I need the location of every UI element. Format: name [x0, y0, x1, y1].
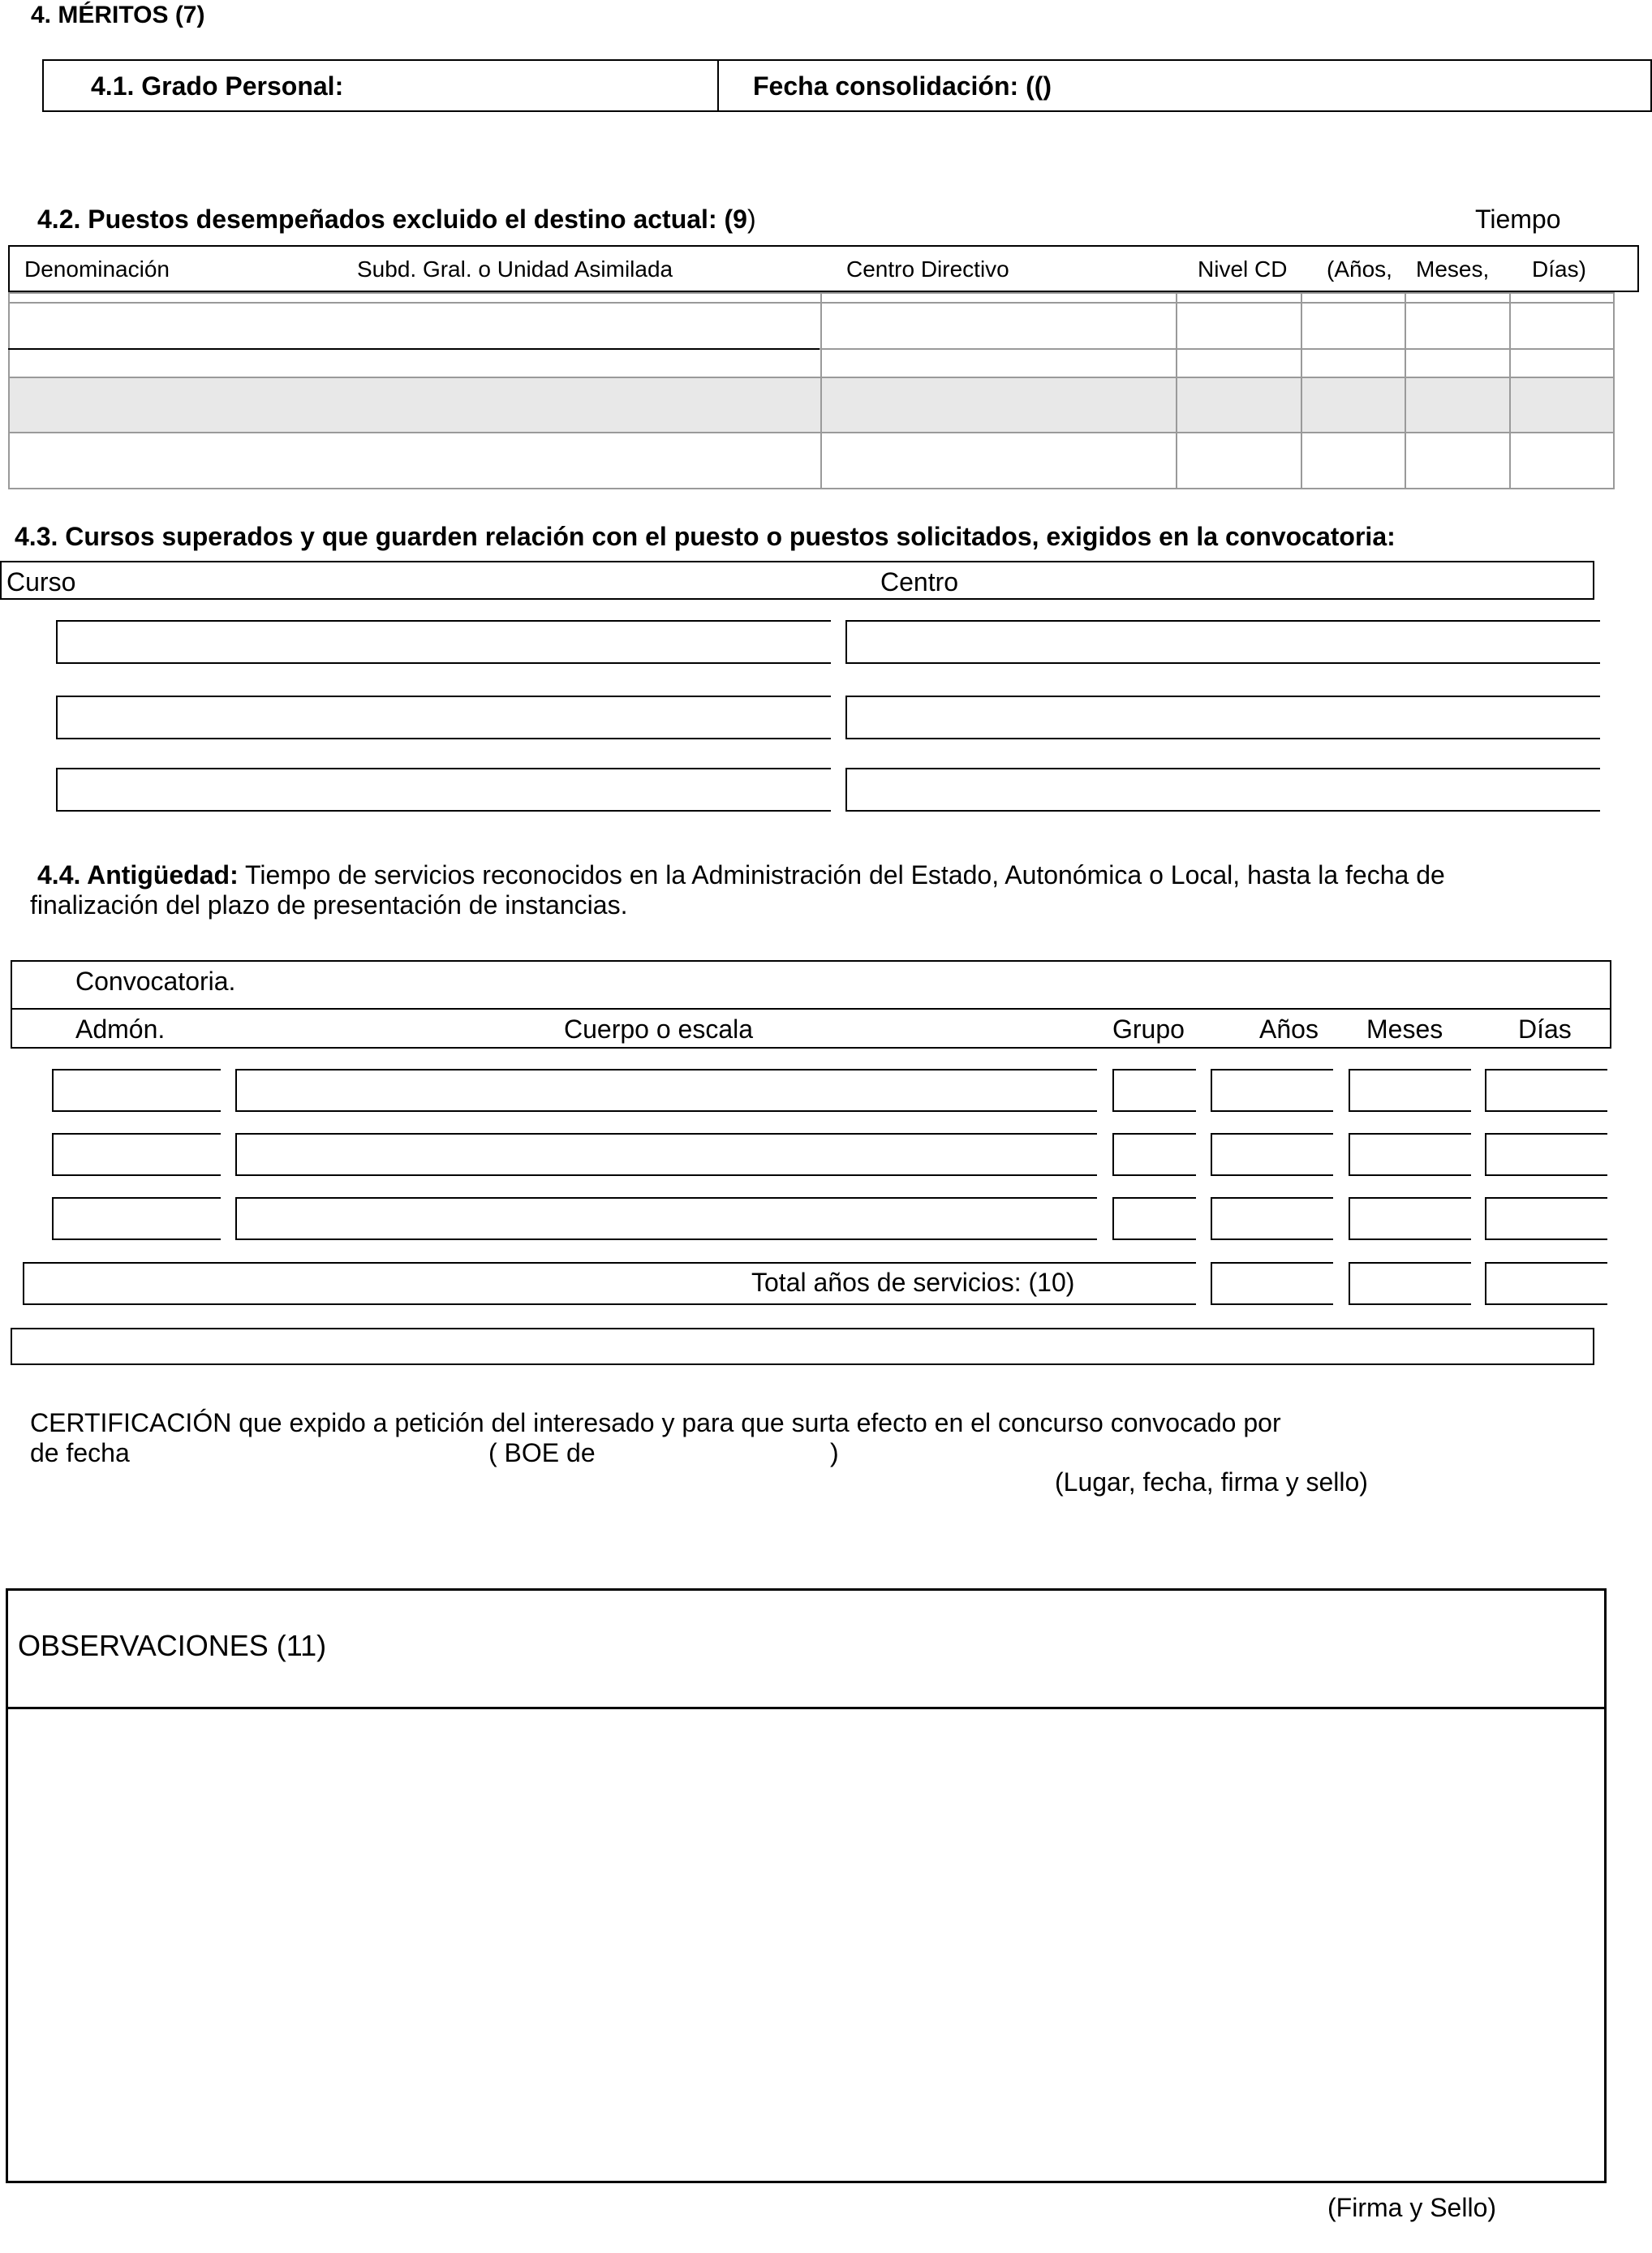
centro-input[interactable]	[845, 620, 1600, 664]
grid-vline	[820, 292, 822, 489]
observaciones-textarea[interactable]	[8, 1709, 1604, 2181]
grupo-input[interactable]	[1112, 1133, 1196, 1176]
section-title-meritos: 4. MÉRITOS (7)	[31, 2, 205, 28]
grid-hline	[8, 432, 1615, 433]
grid-vline	[1405, 292, 1406, 489]
admon-input[interactable]	[52, 1133, 221, 1176]
dias-input[interactable]	[1485, 1069, 1607, 1112]
centro-input[interactable]	[845, 768, 1600, 812]
header-grupo: Grupo	[1112, 1014, 1185, 1044]
total-anos-input[interactable]	[1211, 1262, 1333, 1305]
meses-input[interactable]	[1349, 1069, 1471, 1112]
convocatoria-label: Convocatoria.	[75, 967, 236, 996]
de-fecha-label: de fecha	[30, 1438, 130, 1467]
cuerpo-escala-input[interactable]	[235, 1133, 1097, 1176]
antiguedad-title: 4.4. Antigüedad: Tiempo de servicios reconocidos en la Administración del Estado, Autonómica o Local, hasta la fecha de	[37, 860, 1445, 890]
puestos-grid-frame	[8, 292, 1615, 489]
lugar-fecha-firma-label: (Lugar, fecha, firma y sello)	[1055, 1467, 1368, 1497]
fecha-consolidacion-label: Fecha consolidación: (()	[753, 71, 1052, 101]
antiguedad-title-line2: finalización del plazo de presentación de instancias.	[30, 890, 628, 920]
boe-close: )	[830, 1438, 839, 1467]
puestos-header-row	[8, 245, 1639, 292]
total-servicios-label: Total años de servicios: (10)	[751, 1268, 1075, 1297]
centro-input[interactable]	[845, 696, 1600, 739]
admon-input[interactable]	[52, 1197, 221, 1240]
cuerpo-escala-input[interactable]	[235, 1069, 1097, 1112]
header-meses: Meses,	[1416, 256, 1490, 282]
curso-input[interactable]	[56, 620, 831, 664]
header-centro: Centro	[880, 567, 959, 597]
antiguedad-header-divider	[11, 1008, 1611, 1010]
curso-input[interactable]	[56, 768, 831, 812]
total-dias-input[interactable]	[1485, 1262, 1607, 1305]
header-admon: Admón.	[75, 1014, 166, 1044]
grid-hline	[8, 302, 1615, 304]
header-denominacion: Denominación	[24, 256, 170, 282]
curso-input[interactable]	[56, 696, 831, 739]
header-centro-directivo: Centro Directivo	[846, 256, 1009, 282]
puestos-title: 4.2. Puestos desempeñados excluido el destino actual: (9)	[37, 205, 756, 234]
certificacion-text: CERTIFICACIÓN que expido a petición del interesado y para que surta efecto en el concurso convocado por	[30, 1408, 1281, 1437]
header-anos: Años	[1259, 1014, 1319, 1044]
grid-hline	[8, 348, 820, 350]
cursos-header-row	[0, 561, 1594, 600]
grid-vline	[1176, 292, 1177, 489]
header-anos: (Años,	[1327, 256, 1392, 282]
header-nivel-cd: Nivel CD	[1198, 256, 1288, 282]
dias-input[interactable]	[1485, 1133, 1607, 1176]
header-dias: Días)	[1532, 256, 1586, 282]
total-meses-input[interactable]	[1349, 1262, 1471, 1305]
tiempo-label: Tiempo	[1475, 205, 1561, 234]
blank-field[interactable]	[11, 1328, 1594, 1365]
grupo-input[interactable]	[1112, 1197, 1196, 1240]
admon-input[interactable]	[52, 1069, 221, 1112]
cuerpo-escala-input[interactable]	[235, 1197, 1097, 1240]
header-dias: Días	[1518, 1014, 1572, 1044]
firma-sello-label: (Firma y Sello)	[1327, 2193, 1497, 2222]
grid-hline	[8, 377, 1615, 378]
grado-personal-label: 4.1. Grado Personal:	[91, 71, 344, 101]
header-subd-gral: Subd. Gral. o Unidad Asimilada	[357, 256, 673, 282]
cursos-title: 4.3. Cursos superados y que guarden relación con el puesto o puestos solicitados, exigidos en la convocatoria:	[15, 522, 1396, 551]
anos-input[interactable]	[1211, 1133, 1333, 1176]
grid-vline	[1509, 292, 1511, 489]
anos-input[interactable]	[1211, 1069, 1333, 1112]
dias-input[interactable]	[1485, 1197, 1607, 1240]
grupo-input[interactable]	[1112, 1069, 1196, 1112]
meses-input[interactable]	[1349, 1197, 1471, 1240]
observaciones-title: OBSERVACIONES (11)	[18, 1629, 327, 1662]
anos-input[interactable]	[1211, 1197, 1333, 1240]
grid-hline	[820, 348, 1615, 350]
grid-vline	[1301, 292, 1302, 489]
meses-input[interactable]	[1349, 1133, 1471, 1176]
boe-label: ( BOE de	[488, 1438, 596, 1467]
header-curso: Curso	[6, 567, 76, 597]
header-meses: Meses	[1366, 1014, 1443, 1044]
header-cuerpo-escala: Cuerpo o escala	[564, 1014, 754, 1044]
